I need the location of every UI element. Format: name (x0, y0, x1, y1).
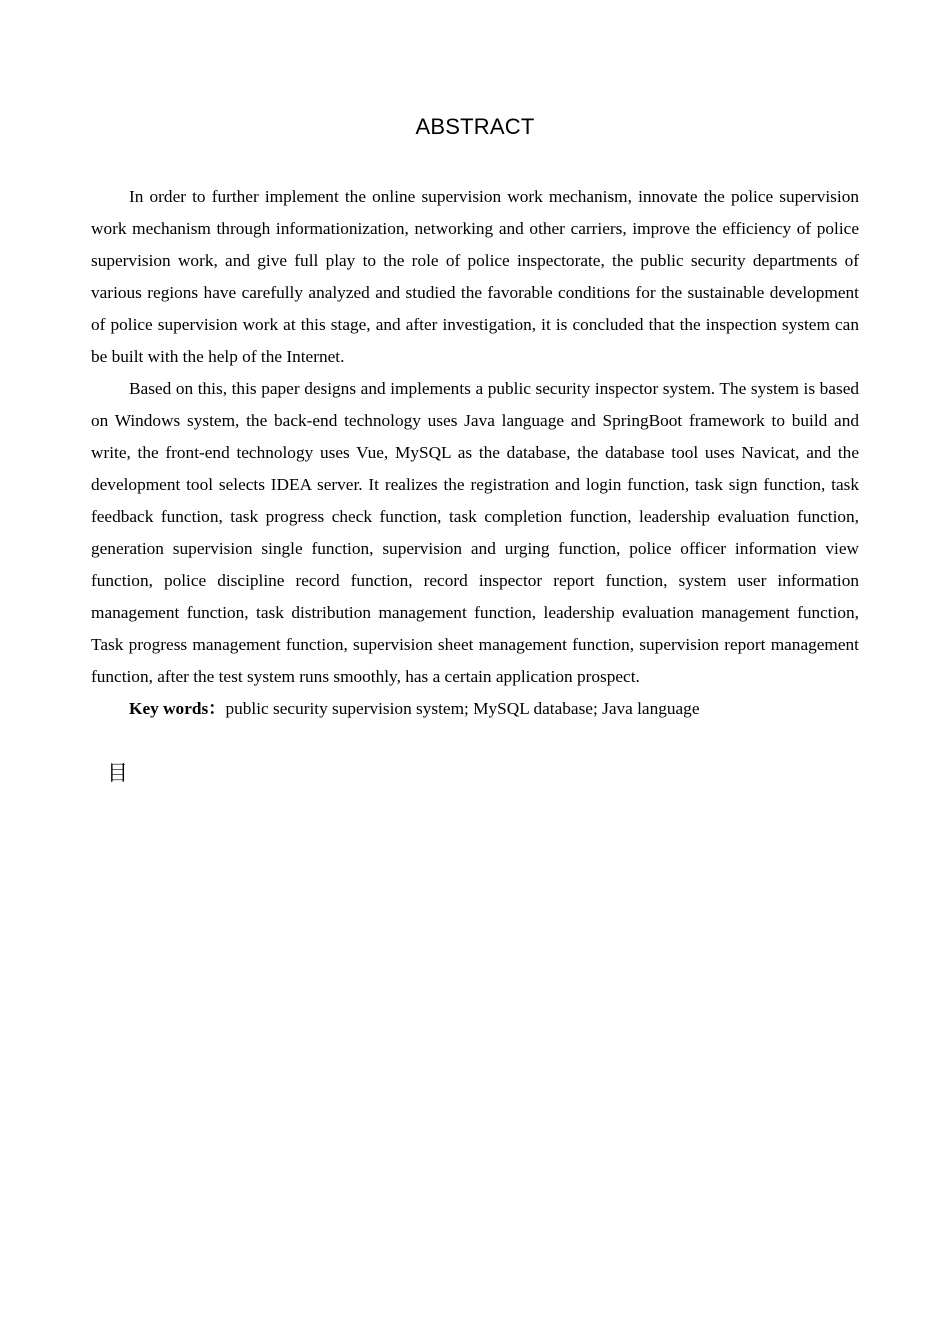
abstract-title: ABSTRACT (415, 114, 535, 139)
keywords-line (91, 693, 859, 725)
keywords-text: public security supervision system; MySQL database; Java language (225, 699, 700, 718)
abstract-paragraph-2: Based on this, this paper designs and implements a public security inspector system. The system is based on Windows system, the back-end technology uses Java language and SpringBoot framework to build and write, the front-end technology uses Vue, MySQL as the database, the database tool uses Navicat, and the development tool selects IDEA server. It realizes the registration and login function, task sign function, task feedback function, task progress check function, task completion function, leadership evaluation function, generation supervision single function, supervision and urging function, police officer information view function, police discipline record function, record inspector report function, system user information management function, task distribution management function, leadership evaluation management function, Task progress management function, supervision sheet management function, supervision report management function, after the test system runs smoothly, has a certain application prospect. (91, 379, 859, 686)
abstract-body (91, 181, 859, 725)
toc-heading-char: 目 (107, 761, 128, 785)
keywords-label: Key words： (129, 699, 226, 718)
abstract-paragraph-1: In order to further implement the online supervision work mechanism, innovate the police supervision work mechanism through informationization, networking and other carriers, improve the efficiency of police supervision work, and give full play to the role of police inspectorate, the public security departments of various regions have carefully analyzed and studied the favorable conditions for the sustainable development of police supervision work at this stage, and after investigation, it is concluded that the inspection system can be built with the help of the Internet. (91, 187, 859, 366)
